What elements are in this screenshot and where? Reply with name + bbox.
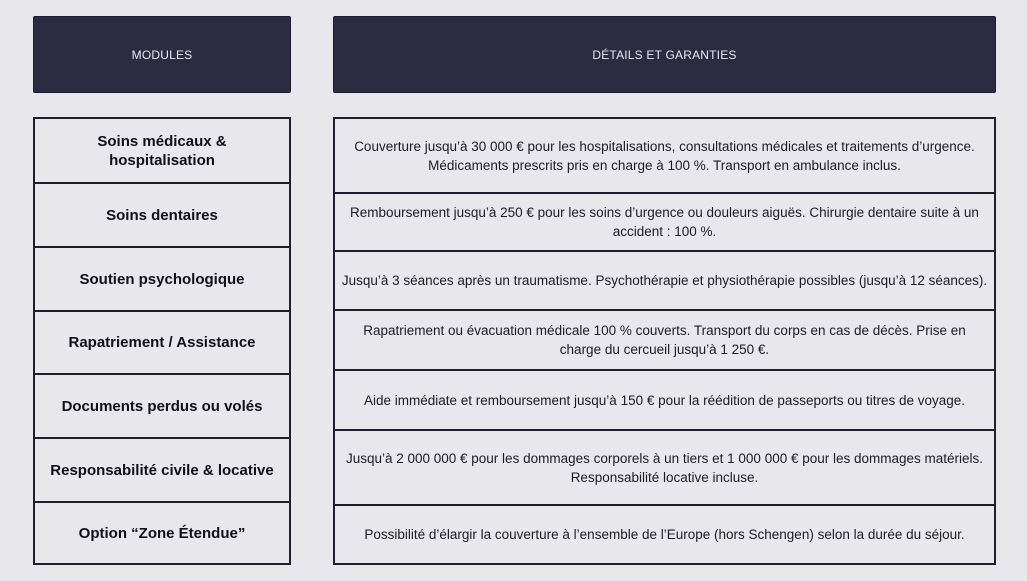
detail-text: Jusqu’à 2 000 000 € pour les dommages corporels à un tiers et 1 000 000 € pour les dommages matériels. Responsabilité locative incluse. xyxy=(345,450,984,485)
module-label: Soins médicaux & hospitalisation xyxy=(97,132,227,169)
modules-header-label: MODULES xyxy=(131,47,193,62)
module-cell-extended-zone xyxy=(35,501,289,563)
detail-cell-psychological xyxy=(335,250,994,309)
details-header-label: DÉTAILS ET GARANTIES xyxy=(592,47,737,62)
module-label: Responsabilité civile & locative xyxy=(50,461,274,479)
module-label: Soutien psychologique xyxy=(79,270,245,288)
details-header xyxy=(333,16,996,93)
module-label: Option “Zone Étendue” xyxy=(78,524,246,542)
module-cell-dental xyxy=(35,182,289,246)
module-cell-medical xyxy=(35,119,289,182)
detail-text: Possibilité d’élargir la couverture à l’ensemble de l’Europe (hors Schengen) selon la durée du séjour. xyxy=(364,527,965,542)
detail-text: Rapatriement ou évacuation médicale 100 % couverts. Transport du corps en cas de décès. Prise en charge du cercueil jusqu’à 1 250 €. xyxy=(363,323,966,357)
module-label: Documents perdus ou volés xyxy=(61,397,263,415)
detail-text: Jusqu’à 3 séances après un traumatisme. Psychothérapie et physiothérapie possibles (jusqu’à 12 séances). xyxy=(341,273,988,288)
modules-header xyxy=(33,16,291,93)
module-label: Rapatriement / Assistance xyxy=(68,334,256,351)
detail-text: Aide immédiate et remboursement jusqu’à 150 € pour la réédition de passeports ou titres de voyage. xyxy=(363,392,966,408)
module-cell-documents xyxy=(35,373,289,437)
detail-cell-documents xyxy=(335,369,994,429)
detail-text: Remboursement jusqu’à 250 € pour les soins d’urgence ou douleurs aiguës. Chirurgie dentaire suite à un accident : 100 %. xyxy=(350,205,979,239)
detail-text: Couverture jusqu’à 30 000 € pour les hospitalisations, consultations médicales et traitements d’urgence. Médicaments prescrits pris en charge à 100 %. Transport en ambulance inclus. xyxy=(354,138,975,173)
module-cell-repatriation xyxy=(35,310,289,373)
detail-cell-liability xyxy=(335,429,994,504)
module-cell-liability xyxy=(35,437,289,501)
modules-column xyxy=(33,117,291,565)
detail-cell-repatriation xyxy=(335,309,994,369)
detail-cell-extended-zone xyxy=(335,504,994,563)
details-column xyxy=(333,117,996,565)
module-label: Soins dentaires xyxy=(106,206,218,224)
module-cell-psychological xyxy=(35,246,289,310)
detail-cell-dental xyxy=(335,192,994,250)
detail-cell-medical xyxy=(335,119,994,192)
